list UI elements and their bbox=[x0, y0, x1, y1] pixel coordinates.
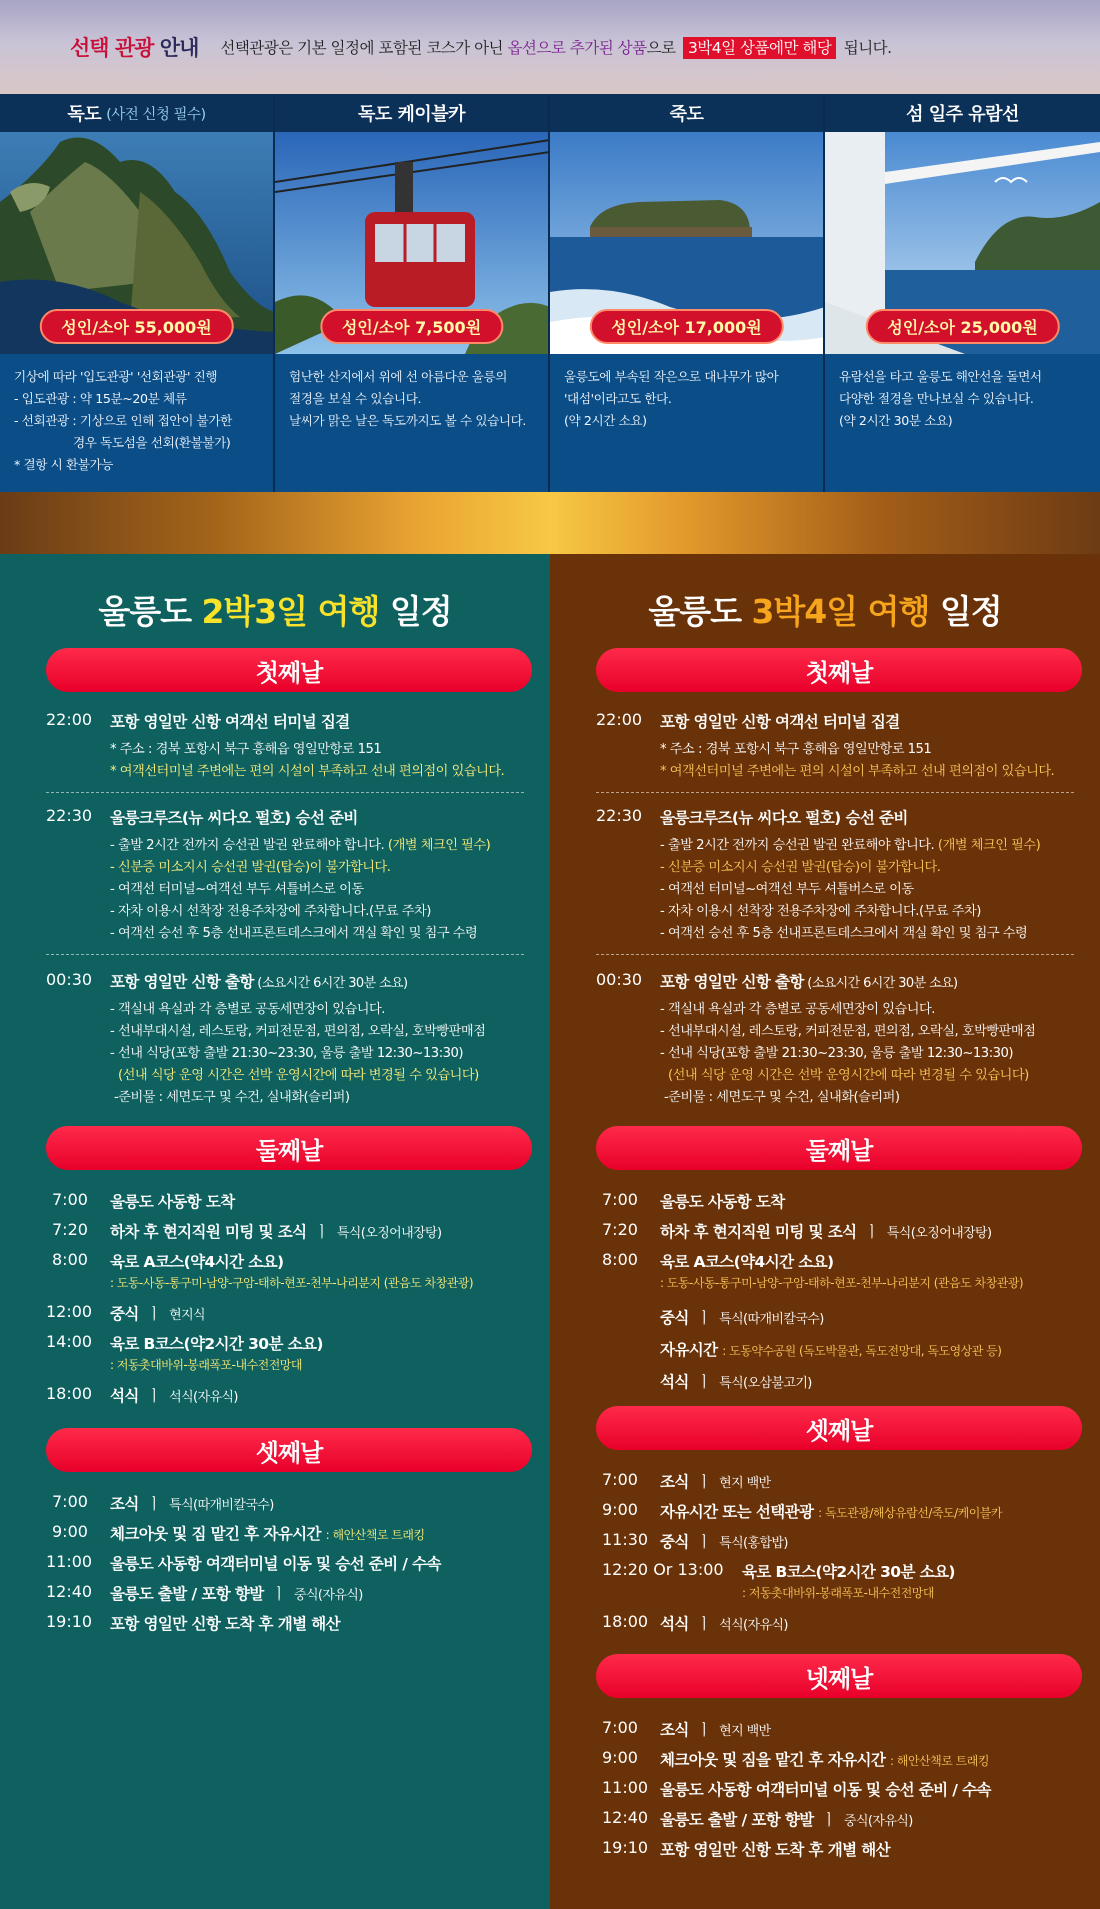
jukdo-island-photo bbox=[550, 132, 823, 354]
sunset-sea-strip bbox=[0, 492, 1100, 554]
banner-title: 선택 관광 안내 bbox=[70, 36, 199, 60]
option-description: 유람선을 타고 울릉도 해안선을 돌면서 다양한 절경을 만나보실 수 있습니다. (약 2시간 30분 소요) bbox=[839, 369, 1042, 428]
cruise-ship-photo bbox=[825, 132, 1100, 354]
day-3-header: 셋째날 bbox=[46, 1428, 532, 1472]
option-price: 성인/소아 55,000원 bbox=[39, 309, 233, 344]
option-cruise[interactable] bbox=[825, 94, 1100, 492]
option-price: 성인/소아 17,000원 bbox=[589, 309, 783, 344]
optional-tours bbox=[0, 94, 1100, 492]
option-title: 죽도 bbox=[550, 94, 823, 132]
option-description: 험난한 산지에서 위에 선 아름다운 울릉의 절경을 보실 수 있습니다. 날씨가 맑은 날은 독도까지도 볼 수 있습니다. bbox=[289, 369, 527, 428]
day-1-header: 첫째날 bbox=[596, 648, 1082, 692]
itinerary-3n4d: 울릉도 3박4일 여행 일정 첫째날 22:00 포항 영일만 신항 여객선 터미널 집결 * 주소 : 경북 포항시 북구 흥해읍 영일만항로 151 * 여객선터미널 주변에는 편의 시설이 부족하고 선내 편의점이 있습니다. 22:30 울릉크루즈(뉴 씨다오 펄호) 승선 준비 - 출발 2시간 전까지 승선권 발권 완료해야 합니다. (개별 체크인 필수) - 신분증 미소지시 승선권 발권(탑승)이 불가합니다. - 여객선 터미널~여객선 부두 셔틀버스로 이동 - 자차 이용시 선착장 전용주차장에 주차합니다.(무료 주차) - 여객선 승선 후 5층 선내프론트데스크에서 객실 확인 및 침구 수령 00:30 포항 영일만 신항 출항 (소요시간 6시간 30분 소요) - 객실내 욕실과 각 층별로 공동세면장이 있습니다. - 선내부대시설, 레스토랑, 커피전문점, 편의점, 오락실, 호박빵판매점 - 선내 식당(포항 출발 21:30~23:30, 울릉 출발 12:30~13:30) (선내 식당 운영 시간은 선박 운영시간에 따라 변경될 수 있습니다) -준비물 : 세면도구 및 수건, 실내화(슬리퍼) 둘째날 7:00 울릉도 사동항 도착 7:20 하차 후 현지직원 미팅 및 조식 ㅣ 특식(오징어내장탕) 8:00 육로 A코스(약4시간 소요) : 도동-사동-통구미-남양-구암-태하-현포-천부-나리분지 (관음도 차창관광) 중식 ㅣ 특식(따개비칼국수) 자유시간 : 도동약수공원 (독도박물관, 독도전망대, 독도영상관 등) 석식 ㅣ 특식(오삼불고기) 셋째날 7:00 조식 ㅣ 현지 백반 9:00 자유시간 또는 선택관광 : 독도관광/해상유람선/죽도/케이블카 11:30 중식 ㅣ 특식(홍합밥) 12:20 Or 13:00 육로 B코스(약2시간 30분 소요) : 저동촛대바위-봉래폭포-내수전전망대 18:00 석식 ㅣ 석식(자유식) 넷째날 7:00 조식 ㅣ 현지 백반 9:00 체크아웃 및 짐을 맡긴 후 자유시간 : 해안산책로 트래킹 11:00 울릉도 사동항 여객터미널 이동 및 승선 준비 / 수속 12:40 울릉도 출발 / 포항 향발 ㅣ 중식(자유식) 19:10 포항 영일만 신항 도착 후 개별 해산 bbox=[550, 554, 1100, 1909]
option-price: 성인/소아 25,000원 bbox=[865, 309, 1059, 344]
divider bbox=[596, 954, 1074, 955]
option-description: 울릉도에 부속된 작은으로 대나무가 많아 '대섬'이라고도 한다. (약 2시간 소요) bbox=[564, 369, 779, 428]
day-1-header: 첫째날 bbox=[46, 648, 532, 692]
option-description: 기상에 따라 '입도관광' '선회관광' 진행 - 입도관광 : 약 15분~20분 체류 - 선회관광 : 기상으로 인해 접안이 불가한 경우 독도섬을 선회(환불불가) * 결항 시 환불가능 bbox=[14, 369, 232, 472]
option-dokdo[interactable] bbox=[0, 94, 275, 492]
day-2-header: 둘째날 bbox=[596, 1126, 1082, 1170]
itinerary-2n3d: 울릉도 2박3일 여행 일정 첫째날 22:00 포항 영일만 신항 여객선 터미널 집결 * 주소 : 경북 포항시 북구 흥해읍 영일만항로 151 * 여객선터미널 주변에는 편의 시설이 부족하고 선내 편의점이 있습니다. 22:30 울릉크루즈(뉴 씨다오 펄호) 승선 준비 - 출발 2시간 전까지 승선권 발권 완료해야 합니다. (개별 체크인 필수) - 신분증 미소지시 승선권 발권(탑승)이 불가합니다. - 여객선 터미널~여객선 부두 셔틀버스로 이동 - 자차 이용시 선착장 전용주차장에 주차합니다.(무료 주차) - 여객선 승선 후 5층 선내프론트데스크에서 객실 확인 및 침구 수령 00:30 포항 영일만 신항 출항 (소요시간 6시간 30분 소요) - 객실내 욕실과 각 층별로 공동세면장이 있습니다. - 선내부대시설, 레스토랑, 커피전문점, 편의점, 오락실, 호박빵판매점 - 선내 식당(포항 출발 21:30~23:30, 울릉 출발 12:30~13:30) (선내 식당 운영 시간은 선박 운영시간에 따라 변경될 수 있습니다) -준비물 : 세면도구 및 수건, 실내화(슬리퍼) 둘째날 7:00 울릉도 사동항 도착 7:20 하차 후 현지직원 미팅 및 조식 ㅣ 특식(오징어내장탕) 8:00 육로 A코스(약4시간 소요) : 도동-사동-통구미-남양-구암-태하-현포-천부-나리분지 (관음도 차창관광) 12:00 중식 ㅣ 현지식 14:00 육로 B코스(약2시간 30분 소요) : 저동촛대바위-봉래폭포-내수전전망대 18:00 석식 ㅣ 석식(자유식) 셋째날 7:00 조식 ㅣ 특식(따개비칼국수) 9:00 체크아웃 및 짐 맡긴 후 자유시간 : 해안산책로 트래킹 11:00 울릉도 사동항 여객터미널 이동 및 승선 준비 / 수속 12:40 울릉도 출발 / 포항 향발 ㅣ 중식(자유식) 19:10 포항 영일만 신항 도착 후 개별 해산 bbox=[0, 554, 550, 1909]
day-3-header: 셋째날 bbox=[596, 1406, 1082, 1450]
divider bbox=[596, 792, 1074, 793]
dokdo-island-photo bbox=[0, 132, 273, 354]
day-4-header: 넷째날 bbox=[596, 1654, 1082, 1698]
day-2-header: 둘째날 bbox=[46, 1126, 532, 1170]
banner-description: 선택관광은 기본 일정에 포함된 코스가 아닌 옵션으로 추가된 상품으로 3박4일 상품에만 해당 됩니다. bbox=[220, 39, 892, 57]
top-banner bbox=[0, 0, 1100, 94]
itinerary-title: 울릉도 3박4일 여행 일정 bbox=[648, 592, 1002, 631]
divider bbox=[46, 792, 524, 793]
itinerary-title: 울릉도 2박3일 여행 일정 bbox=[98, 592, 452, 631]
cablecar-photo bbox=[275, 132, 548, 354]
option-title: 독도 케이블카 bbox=[275, 94, 548, 132]
option-price: 성인/소아 7,500원 bbox=[320, 309, 503, 344]
banner-highlight-box: 3박4일 상품에만 해당 bbox=[683, 37, 836, 59]
divider bbox=[46, 954, 524, 955]
option-title: 독도 (사전 신청 필수) bbox=[0, 94, 273, 132]
option-jukdo[interactable] bbox=[550, 94, 825, 492]
option-cablecar[interactable] bbox=[275, 94, 550, 492]
option-title: 섬 일주 유람선 bbox=[825, 94, 1100, 132]
